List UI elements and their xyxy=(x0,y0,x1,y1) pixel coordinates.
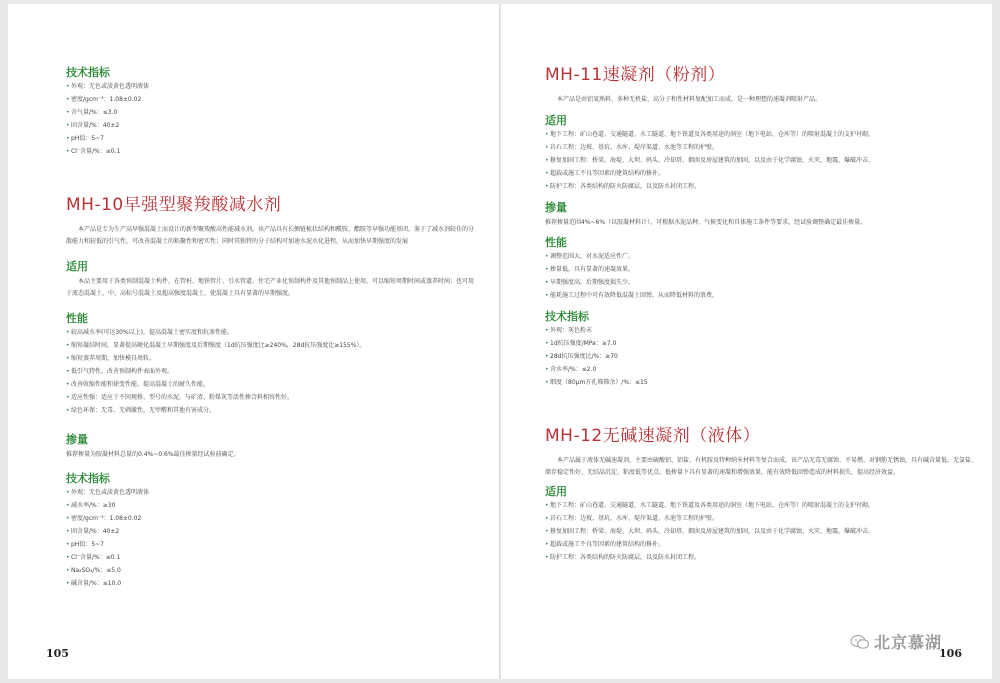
list-item: • 岩石工程：边坡、基坑、水库、堤岸渠道、水池等工程的护壁。 xyxy=(545,512,977,525)
section-heading: 掺量 xyxy=(66,433,88,446)
watermark-text: 北京慕湖 xyxy=(873,633,942,652)
list-item: • 碱含量/%：≤10.0 xyxy=(66,577,476,590)
list-item: • 超载或施工不良等因素的建筑结构的修补。 xyxy=(545,538,977,551)
list-item: • 修复加固工程：桥梁、海堤、大坝、码头、冷却塔、烟囱及房屋建筑的加固，以及由于化学腐蚀、火灾、地震、爆破冲击、 xyxy=(545,525,977,538)
usage-text: 本品主要用于各类预制混凝土构件，在管桩、地铁管片、引水管道、住宅产业化预制构件及其他预制品上使用，可以缩短周期时间或蒸养时间；也可用于流态混凝土、中、高标号混凝土及超高强度混凝土，使混凝土具有显著的早期强度。 xyxy=(66,278,475,297)
page-number: 106 xyxy=(939,647,962,660)
left-page-content xyxy=(66,4,476,590)
book-spread xyxy=(8,4,992,679)
product-title: MH-12无碱速凝剂（液体） xyxy=(545,426,761,446)
list-item: • 含气量/%：≤3.0 xyxy=(66,106,476,119)
features-list xyxy=(545,250,977,302)
specs-top-section xyxy=(66,66,476,158)
specs-list xyxy=(545,324,977,389)
dosage-text: 推荐掺量范围4%~6%（以胶凝材料计），可根据水泥品种、气候变化和具体施工条件等要求，经试验调整确定最佳掺量。 xyxy=(545,219,867,226)
left-page xyxy=(8,4,500,679)
section-heading: 技术指标 xyxy=(66,66,110,79)
list-item: • 缩短凝结时间，显著提高硬化混凝土早期强度及后期强度（1d抗压强度比≥240%，28d抗压强度比≥155%）。 xyxy=(66,339,476,352)
watermark xyxy=(850,630,942,653)
list-item: • 早期强度高，后期强度损失少。 xyxy=(545,276,977,289)
list-item: • Cl⁻含量/%：≤0.1 xyxy=(66,145,476,158)
right-page-content xyxy=(545,4,977,564)
product-intro: 本产品是由铝氧熟料、多种无机盐、高分子和性材料复配加工而成，是一种理想的速凝剂喷射产品。 xyxy=(557,96,822,103)
list-item: • 修复加固工程：桥梁、海堤、大坝、码头、冷却塔、烟囱及房屋建筑的加固，以及由于化学腐蚀、火灾、地震、爆破冲击、 xyxy=(545,154,977,167)
features-list xyxy=(66,326,476,417)
list-item: • 能耗施工过程中可有效降低混凝土回弹，从而降低材料的浪费。 xyxy=(545,289,977,302)
list-item: • 外观：无色或淡黄色透明液体 xyxy=(66,486,476,499)
list-item: • 地下工程：矿山巷道、交通隧道、水工隧道、地下铁道及各类用途的洞室（地下电站、仓库等）的喷射混凝土的支护衬砌。 xyxy=(545,128,977,141)
specs-list xyxy=(66,80,476,158)
list-item: • 细度（80μm方孔筛筛余）/%：≤15 xyxy=(545,376,977,389)
section-heading: 性能 xyxy=(66,312,88,325)
section-heading: 性能 xyxy=(545,236,567,249)
product-title: MH-11速凝剂（粉剂） xyxy=(545,65,726,85)
list-item: • 超载或施工不良等因素的建筑结构的修补。 xyxy=(545,167,977,180)
list-item: • 适应性强：适应于不同规格、型号的水泥，与矿渣、粉煤灰等活性掺合料相容性好。 xyxy=(66,391,476,404)
list-item: • 掺量低，具有显著的速凝效果。 xyxy=(545,263,977,276)
section-heading: 适用 xyxy=(545,114,567,127)
dosage-text: 推荐掺量为胶凝材料总量的0.4%~0.6%最佳掺量经试验前确定。 xyxy=(66,451,240,458)
list-item: • 28d抗压强度比/%：≥70 xyxy=(545,350,977,363)
list-item: • 调整范围大，对水泥适应性广。 xyxy=(545,250,977,263)
list-item: • 缩短蒸养周期，加快模具周转。 xyxy=(66,352,476,365)
product-intro: 本产品是专为生产高早强混凝土而设计的新型聚羧酸高性能减水剂。该产品具有长侧链梳状结构和酰胺、酯胺等早强功能基团，鉴于了减水剂较佳的分散能力和较低的引气性，可改善混凝土的粘聚性和密实性；同时其独特的分子结构可加速水泥水化进程，从而加快早期强度的发展 xyxy=(66,226,475,245)
list-item: • 地下工程：矿山巷道、交通隧道、水工隧道、地下铁道及各类用途的洞室（地下电站、仓库等）的喷射混凝土的支护衬砌。 xyxy=(545,499,977,512)
list-item: • 绿色环保：无毒、无刺激性，无甲醛和其他有害成分。 xyxy=(66,404,476,417)
list-item: • 改善收缩性能和徐变性能，提高混凝土的耐久性能。 xyxy=(66,378,476,391)
list-item: • 较高减水率(可达30%以上)，提高混凝土密实度和抗渗性能。 xyxy=(66,326,476,339)
section-heading: 掺量 xyxy=(545,201,567,214)
list-item: • 防护工程：各类结构的防火防腐层，以及防水封闭工程。 xyxy=(545,180,977,193)
wechat-icon xyxy=(850,634,870,650)
usage-list xyxy=(545,499,977,564)
list-item: • 减水率/%：≥30 xyxy=(66,499,476,512)
list-item: • 固含量/%：40±2 xyxy=(66,119,476,132)
specs-list xyxy=(66,486,476,590)
list-item: • 防护工程：各类结构的防火防腐层，以及防水封闭工程。 xyxy=(545,551,977,564)
list-item: • pH值：5~7 xyxy=(66,538,476,551)
list-item: • 低引气特性，改善预制构件表面外观。 xyxy=(66,365,476,378)
list-item: • 外观：灰色粉末 xyxy=(545,324,977,337)
list-item: • 外观：无色或淡黄色透明液体 xyxy=(66,80,476,93)
list-item: • 含水率/%：≤2.0 xyxy=(545,363,977,376)
list-item: • 固含量/%：40±2 xyxy=(66,525,476,538)
list-item: • Na₂SO₄/%：≤5.0 xyxy=(66,564,476,577)
product-intro: 本产品属于液体无碱速凝剂，主要由硫酸铝、铝盐、有机胺及特种纳米材料等复合而成。该产品无毒无腐蚀、不易燃、对钢筋无锈蚀，具有碱含量低、无氯盐、储存稳定性好、无结晶沉淀、粘度低等优点。低掺量下具有显著的速凝和增强效果，能有效降低回弹造成的材料损失，提高经济效益。 xyxy=(545,457,978,476)
list-item: • 1d抗压强度/MPa：≥7.0 xyxy=(545,337,977,350)
right-page xyxy=(500,4,992,679)
list-item: • 密度/gcm⁻³：1.08±0.02 xyxy=(66,93,476,106)
page-number: 105 xyxy=(46,647,69,660)
section-heading: 技术指标 xyxy=(545,310,589,323)
list-item: • 密度/gcm⁻³：1.08±0.02 xyxy=(66,512,476,525)
section-heading: 技术指标 xyxy=(66,472,110,485)
usage-list xyxy=(545,128,977,193)
list-item: • pH值：5~7 xyxy=(66,132,476,145)
section-heading: 适用 xyxy=(545,485,567,498)
list-item: • Cl⁻含量/%：≤0.1 xyxy=(66,551,476,564)
product-title: MH-10早强型聚羧酸减水剂 xyxy=(66,195,282,215)
list-item: • 岩石工程：边坡、基坑、水库、堤岸渠道、水池等工程的护壁。 xyxy=(545,141,977,154)
section-heading: 适用 xyxy=(66,260,88,273)
